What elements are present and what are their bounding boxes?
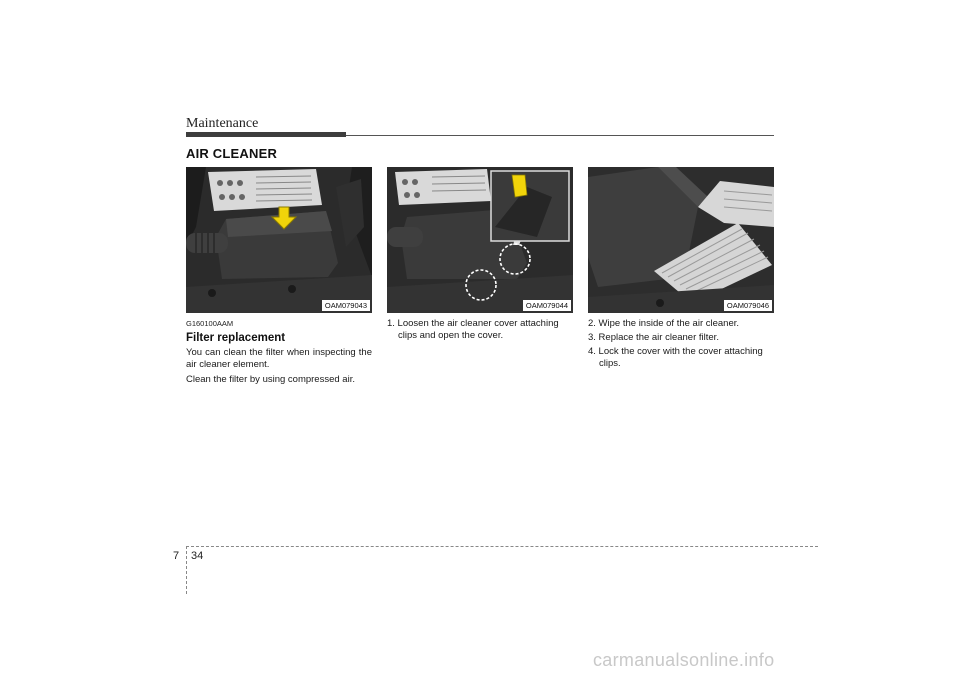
column-step-1 [387, 318, 573, 344]
column-filter-replacement [186, 318, 372, 389]
step-item: 2. Wipe the inside of the air cleaner. [588, 318, 740, 329]
paragraph: Clean the filter by using compressed air. [186, 374, 355, 385]
footer-rule [186, 546, 818, 547]
paragraph: You can clean the filter when inspecting the air cleaner element. [186, 347, 372, 370]
chapter-number: 7 [173, 550, 180, 562]
step-item: 4. Lock the cover with the cover attaching clips. [588, 346, 763, 369]
reference-code: G160100AAM [186, 319, 234, 328]
photo-label: OAM079043 [322, 300, 370, 311]
photo-label: OAM079044 [523, 300, 571, 311]
chapter-title: Maintenance [186, 116, 259, 131]
watermark: carmanualsonline.info [593, 650, 775, 670]
header-rule-thick [186, 132, 346, 137]
header-rule-thin [346, 135, 774, 136]
photo-cover-clips [387, 167, 573, 313]
photo-label: OAM079046 [724, 300, 772, 311]
photo-filter-replacement [588, 167, 774, 313]
step-item: 3. Replace the air cleaner filter. [588, 332, 719, 343]
column-steps-2-4 [588, 318, 774, 372]
footer-vertical-rule [186, 546, 187, 594]
page-number: 34 [191, 550, 204, 562]
subheading: Filter replacement [186, 332, 286, 344]
step-item: 1. Loosen the air cleaner cover attaching clips and open the cover. [387, 318, 559, 341]
section-title: AIR CLEANER [186, 146, 278, 161]
photo-air-cleaner-location [186, 167, 372, 313]
